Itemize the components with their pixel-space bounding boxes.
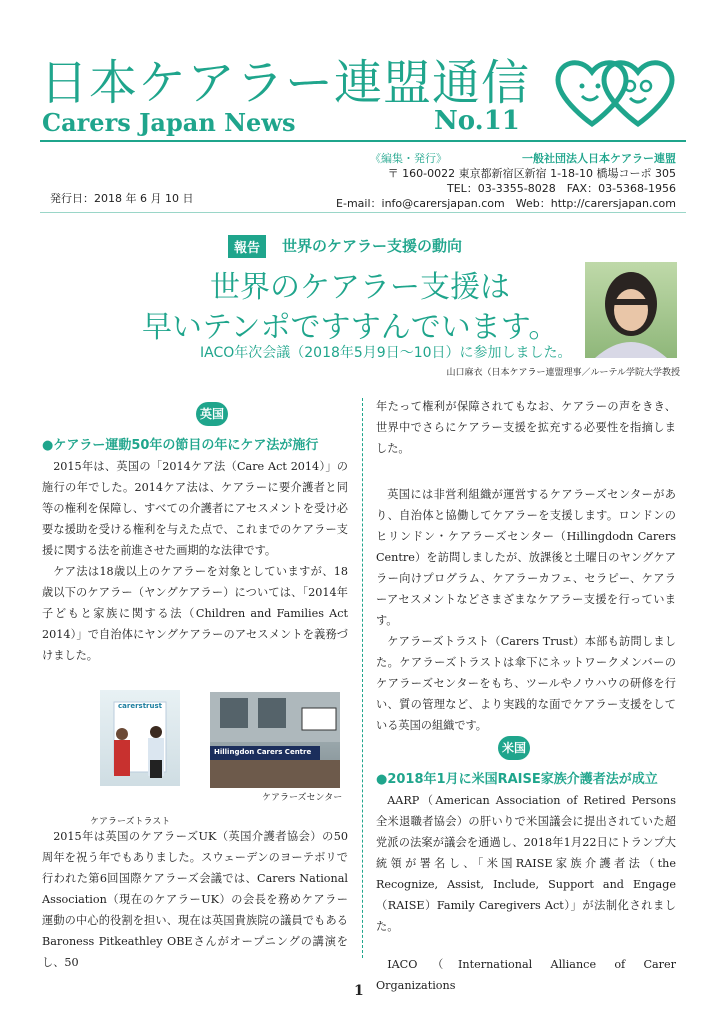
- right-para-3: ケアラーズトラスト（Carers Trust）本部も訪問しました。ケアラーズトラストは傘下にネットワークメンバーのケアラーズセンターをもち、ツールやノウハウの研修を行い、質の管理など、より実践的な面でケアラー支援をしている英国の組織です。: [376, 635, 676, 732]
- portrait-icon: [585, 262, 677, 358]
- headline-line-1: 世界のケアラー支援は: [210, 270, 510, 305]
- report-tag: 報告: [228, 235, 266, 258]
- uk-body-2: [42, 826, 348, 973]
- carers-trust-photo: [100, 690, 180, 786]
- header-divider: [40, 212, 686, 213]
- report-heading: 世界のケアラー支援の動向: [282, 237, 463, 255]
- publisher-address-block: [300, 166, 676, 211]
- publisher-address: 〒 160-0022 東京都新宿区新宿 1-18-10 橋場コーポ 305: [387, 167, 676, 180]
- carers-trust-caption: ケアラーズトラスト: [90, 817, 171, 827]
- right-body-1: [376, 396, 676, 459]
- carers-centre-photo: [210, 692, 340, 788]
- publisher-email-web: E-mail：info@carersjapan.com Web：http://carersjapan.com: [336, 197, 676, 210]
- headline-subtitle: IACO年次会議（2018年5月9日～10日）に参加しました。: [200, 345, 572, 361]
- us-para-1: AARP（American Association of Retired Persons 全米退職者協会）の肝いりで米国議会に提出されていた超党派の法案が議会を通過し、2018年1月22日にトランプ大統領が署名し、「米国RAISE家族介護者法（the Recognize, Assist, Include, Support and Engage（RAISE）Family Caregivers Act）」が法制化されました。: [376, 794, 676, 933]
- author-photo: [585, 262, 677, 358]
- us-badge: 米国: [498, 736, 530, 760]
- uk-para-2: ケア法は18歳以上のケアラーを対象としていますが、18歳以下のケアラー（ヤングケアラー）については、「2014年子どもと家族に関する法（Children and Families Act 2014）」で自治体にヤングケアラーのアセスメントを義務づけました。: [42, 565, 348, 662]
- uk-body-1: [42, 456, 348, 666]
- publisher-tel-fax: TEL：03-3355-8028 FAX：03-5368-1956: [446, 182, 676, 195]
- right-para-1: 年たって権利が保障されてもなお、ケアラーの声をきき、世界中でさらにケアラー支援を拡充する必要性を指摘しました。: [376, 400, 676, 455]
- publish-date: 発行日：2018 年 6 月 10 日: [50, 192, 194, 205]
- uk-heading: ●ケアラー運動50年の節目の年にケア法が施行: [42, 438, 319, 453]
- column-divider: [362, 398, 363, 958]
- masthead-subtitle: Carers Japan News: [42, 108, 296, 137]
- publisher-org: 一般社団法人日本ケアラー連盟: [522, 152, 676, 165]
- us-heading: ●2018年1月に米国RAISE家族介護者法が成立: [376, 772, 658, 787]
- carers-centre-sign: Hillingdon Carers Centre: [214, 748, 312, 756]
- carers-trust-sign: carerstrust: [118, 702, 162, 710]
- carers-logo-icon: [552, 50, 678, 130]
- editor-label: 《編集・発行》: [370, 152, 447, 165]
- building-icon: [210, 692, 340, 788]
- right-body-2: [376, 484, 676, 736]
- uk-para-1: 2015年は、英国の「2014ケア法（Care Act 2014）」の施行の年でした。2014ケア法は、ケアラーに要介護者と同等の権利を保障し、すべての介護者にアセスメントを受け必要な援助を受ける権利を与えた点で、これまでのケアラー支援に関する法を前進させた画期的な法律です。: [42, 460, 348, 557]
- us-para-2: IACO（International Alliance of Carer Organizations: [376, 958, 676, 992]
- page-number: 1: [354, 983, 364, 999]
- uk-badge: 英国: [196, 402, 228, 426]
- right-para-2: 英国には非営利組織が運営するケアラーズセンターがあり、自治体と協働してケアラーを支援します。ロンドンのヒリンドン・ケアラーズセンター（Hillingdodn Carers Centre）を訪問しましたが、放課後と土曜日のヤングケアラー向けプログラム、ケアラーカフェ、セラピー、ケアラーアセスメントなどさまざまなケアラー支援を行っています。: [376, 488, 676, 627]
- us-body: [376, 790, 676, 937]
- issue-number: No.11: [434, 106, 520, 136]
- headline-line-2: 早いテンポですすんでいます。: [142, 310, 559, 345]
- masthead-title: 日本ケアラー連盟通信: [40, 55, 531, 111]
- us-body-2: [376, 954, 676, 996]
- carers-centre-caption: ケアラーズセンター: [262, 793, 343, 803]
- uk-para-3: 2015年は英国のケアラーズUK（英国介護者協会）の50周年を祝う年でもありました。スウェーデンのヨーテボリで行われた第6回国際ケアラーズ会議では、Carers National Association（現在のケアラーUK）の会長を務めケアラー運動の中心的役割を担い、現在は英国貴族院の議員でもあるBaroness Pitkeathley OBEさんがオープニングの講演をし、50: [42, 830, 348, 969]
- masthead-divider: [40, 140, 686, 142]
- author-caption: 山口麻衣（日本ケアラー連盟理事／ルーテル学院大学教授: [446, 368, 680, 378]
